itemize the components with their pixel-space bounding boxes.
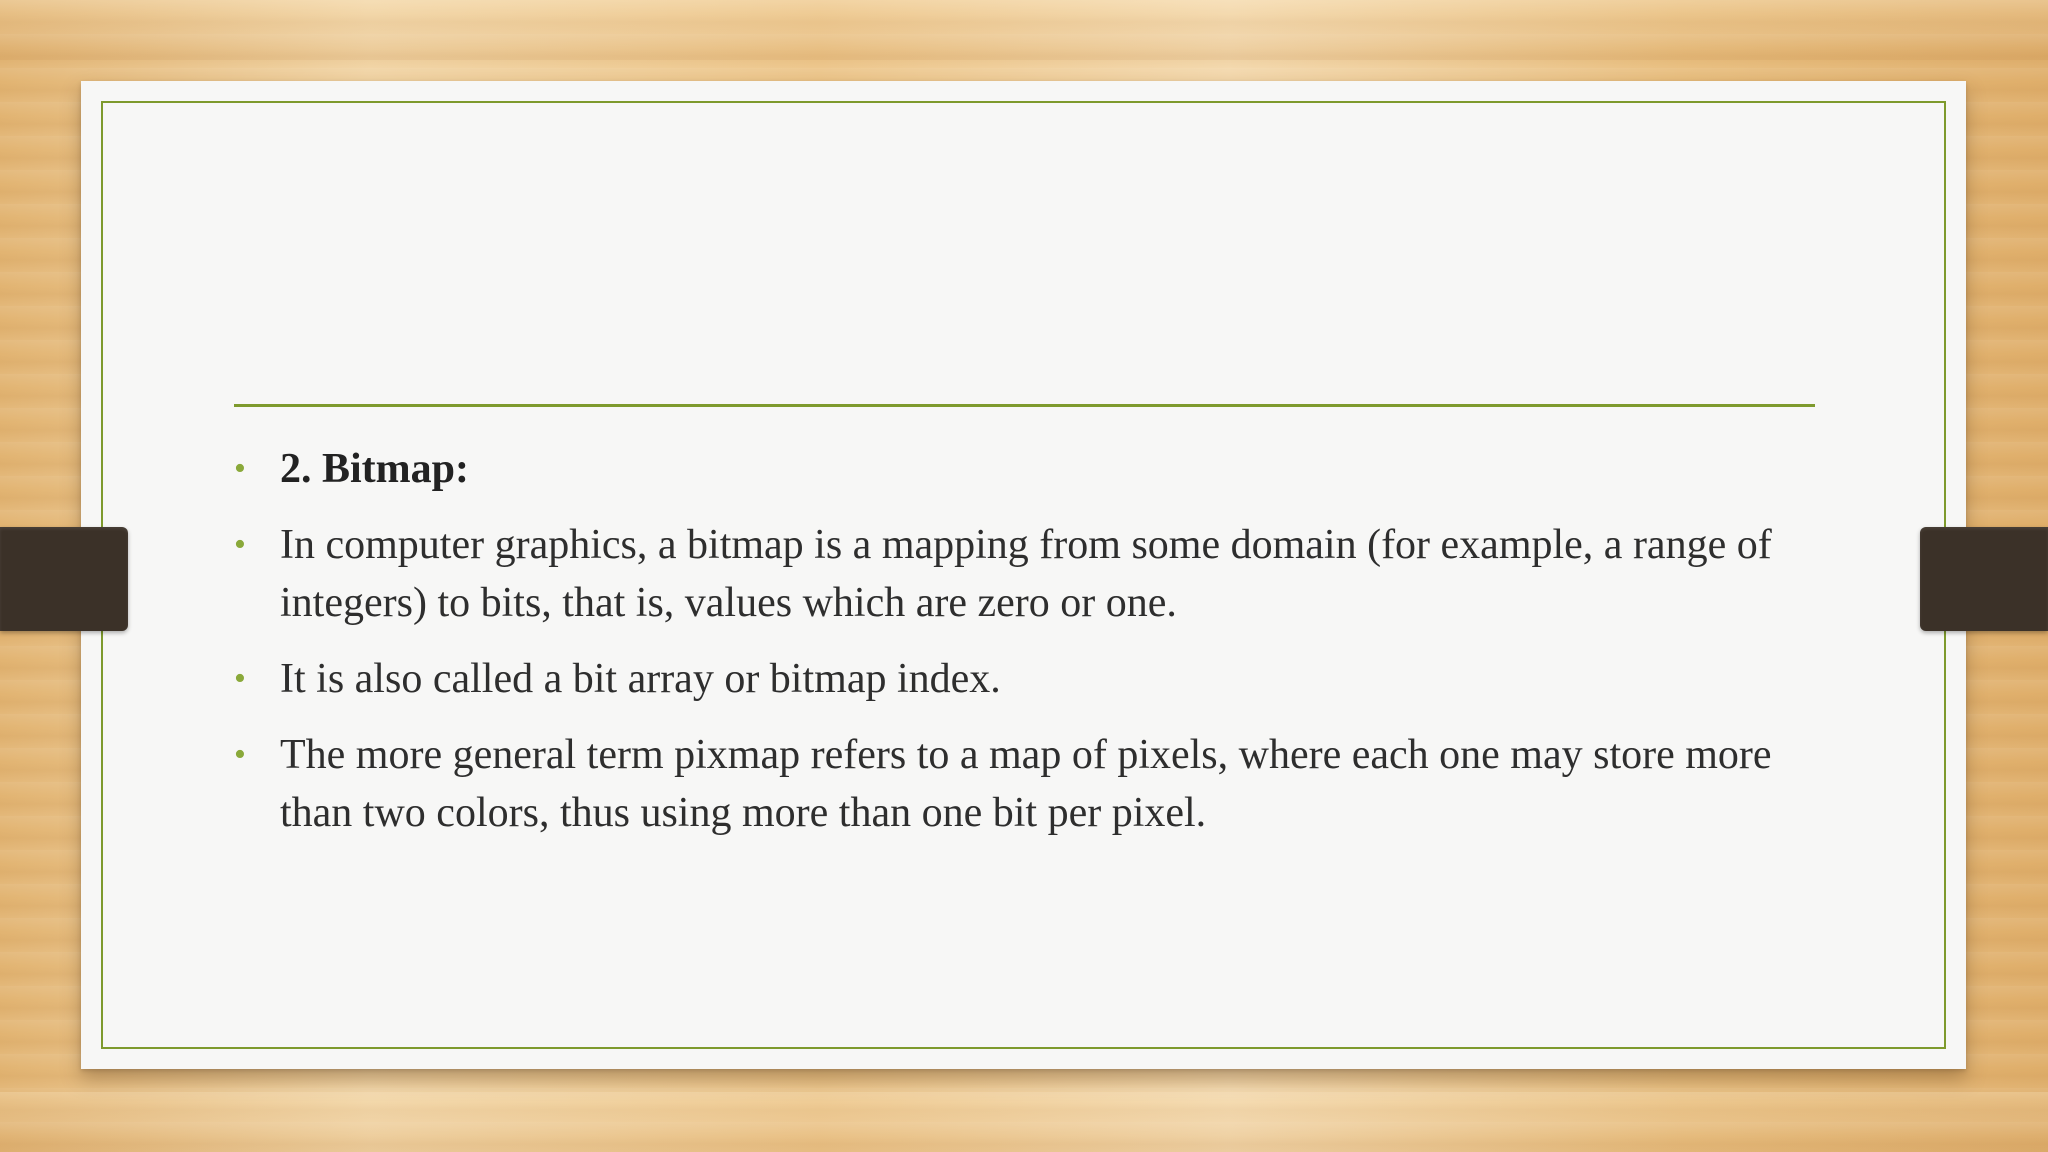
- slide-body: [234, 440, 1834, 860]
- bullet-dot-icon: •: [234, 660, 246, 697]
- bullet-heading: 2. Bitmap:: [280, 446, 469, 492]
- wood-grain-band: [0, 0, 2048, 60]
- bullet-item: [234, 516, 1834, 632]
- bullet-dot-icon: •: [234, 450, 246, 487]
- bullet-item: [234, 726, 1834, 842]
- bullet-text: The more general term pixmap refers to a map of pixels, where each one may store more than two colors, thus using more than one bit per pixel.: [280, 732, 1772, 836]
- wood-grain-band: [0, 1092, 2048, 1152]
- bullet-dot-icon: •: [234, 526, 246, 563]
- bullet-dot-icon: •: [234, 736, 246, 773]
- bullet-item: [234, 650, 1834, 708]
- left-strap: [0, 527, 128, 631]
- bullet-text: It is also called a bit array or bitmap index.: [280, 656, 1001, 702]
- title-divider-line: [234, 404, 1815, 407]
- bullet-item: [234, 440, 1834, 498]
- right-strap: [1920, 527, 2048, 631]
- bullet-text: In computer graphics, a bitmap is a mapping from some domain (for example, a range of integers) to bits, that is, values which are zero or one.: [280, 522, 1772, 626]
